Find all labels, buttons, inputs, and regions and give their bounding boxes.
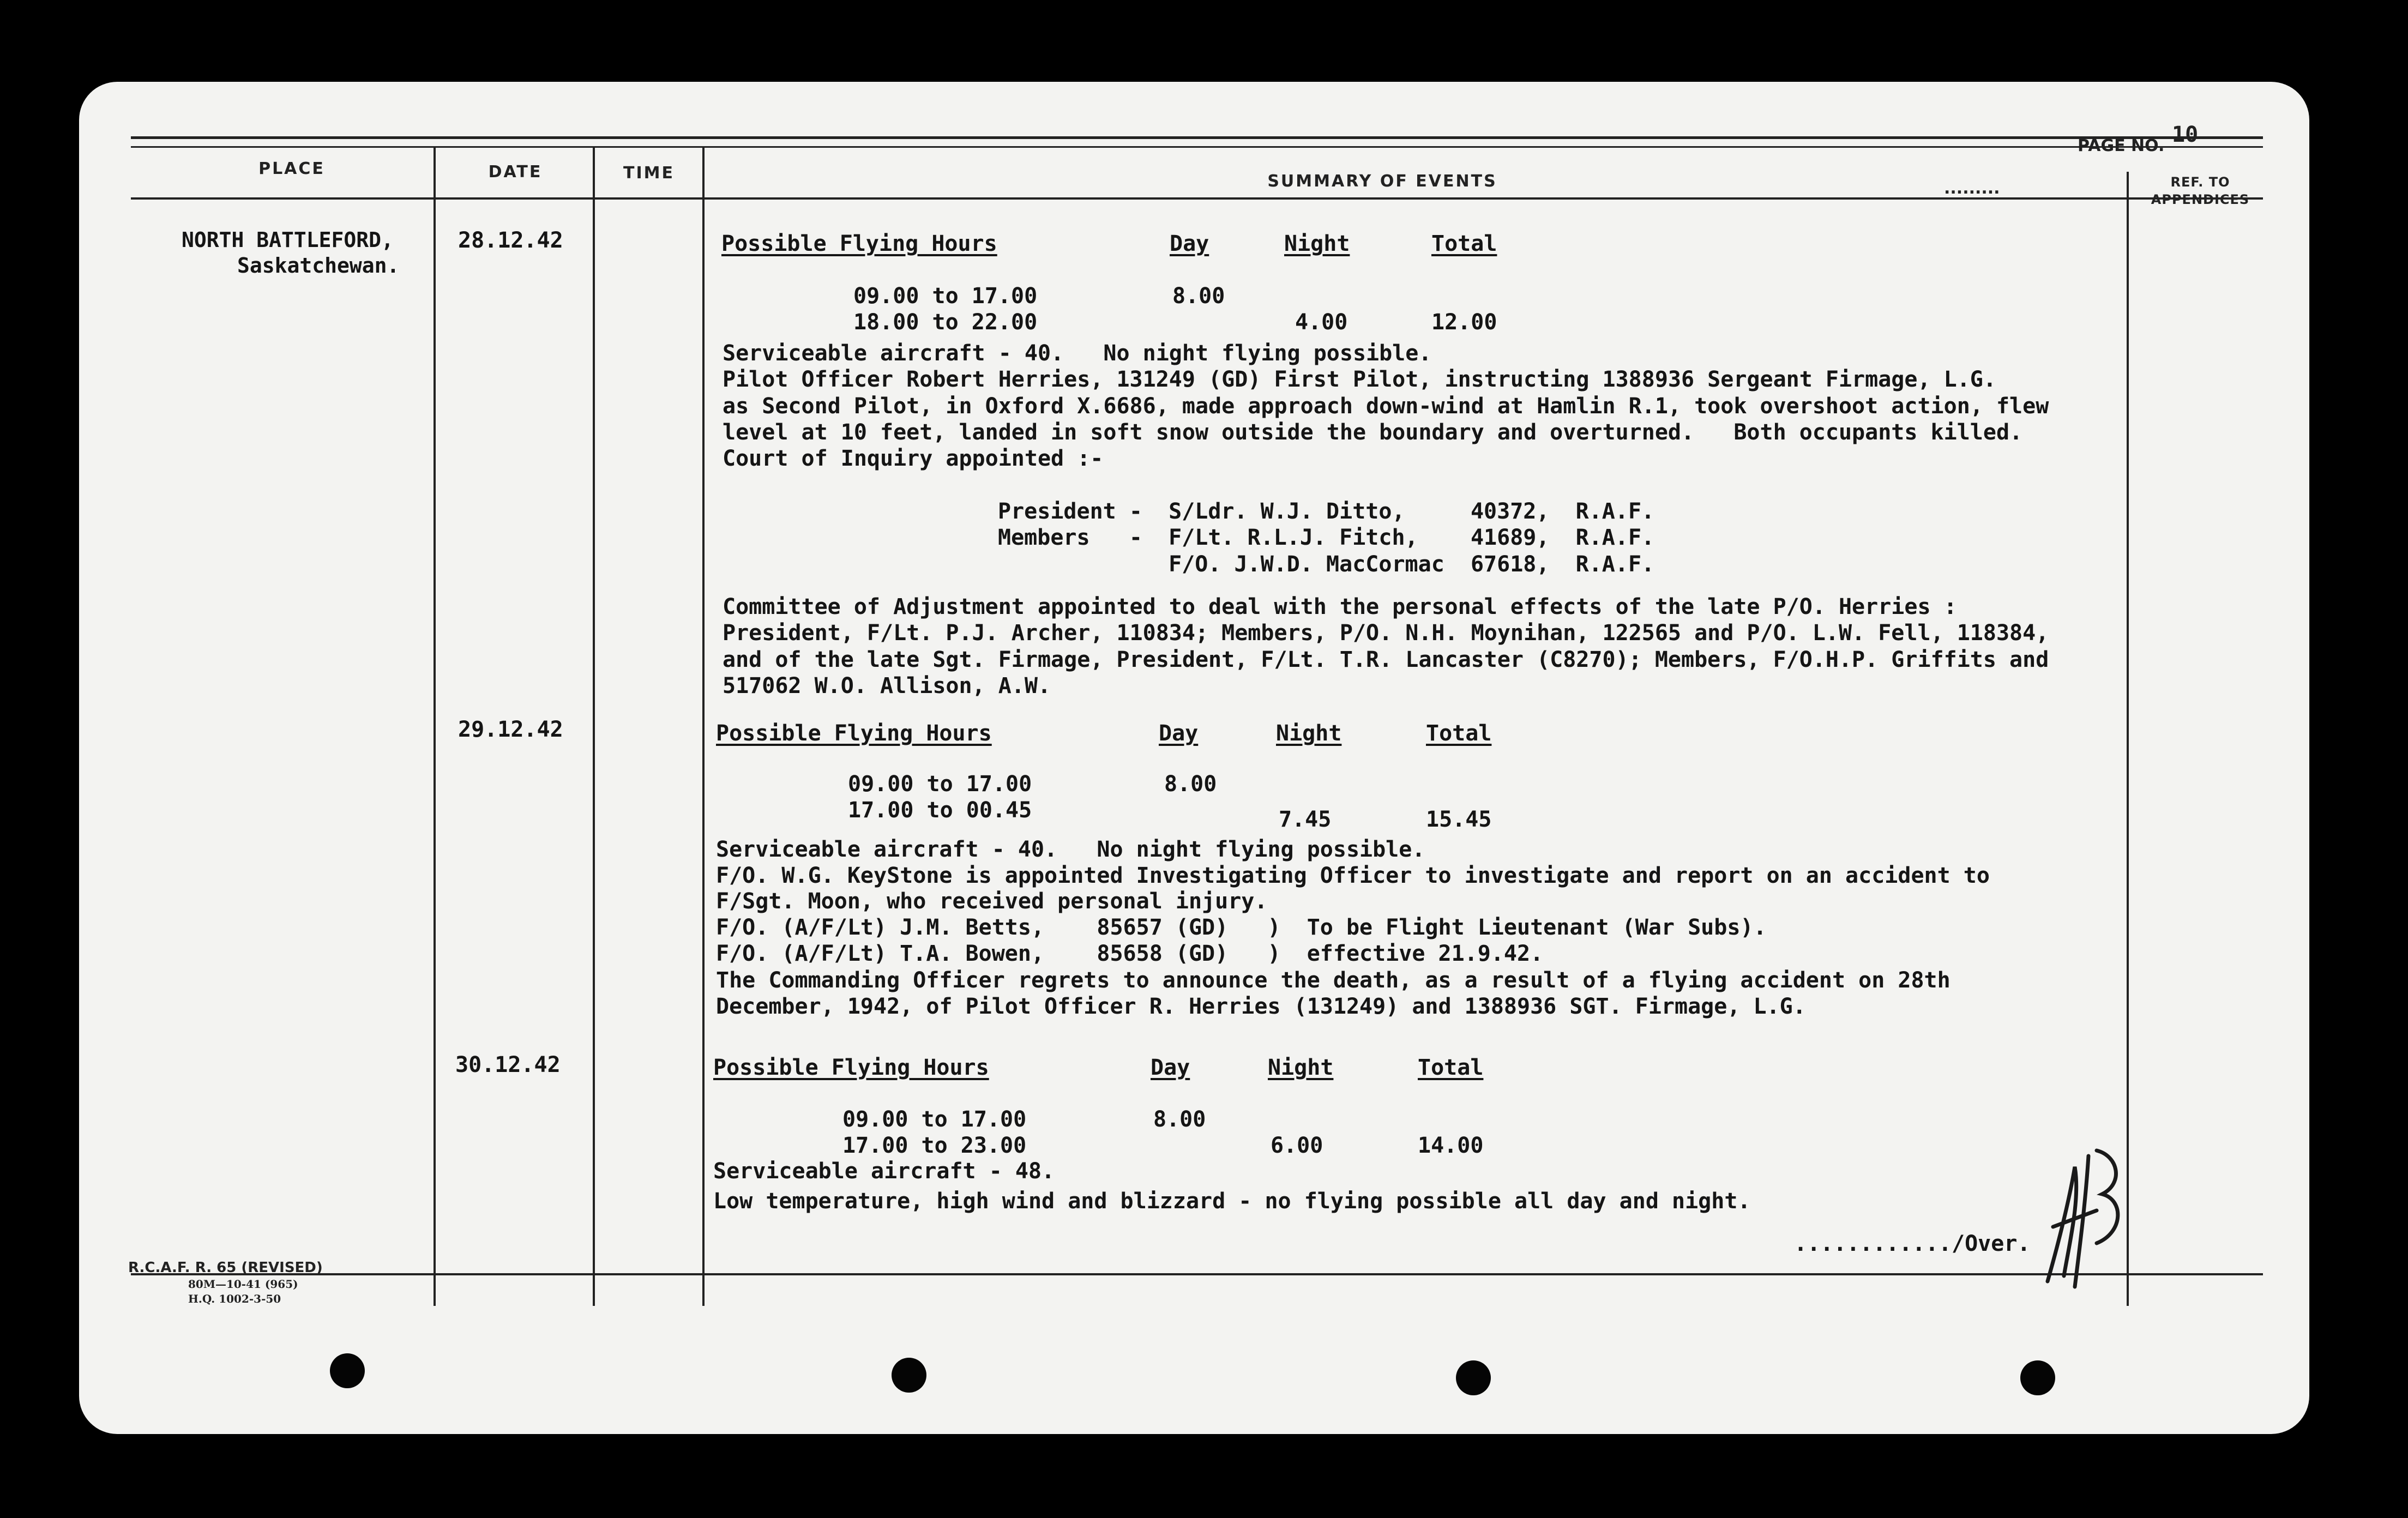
- punch-hole: [1456, 1360, 1491, 1395]
- entry-2-hours-title: Possible Flying Hours: [716, 721, 992, 746]
- summary-dots: .........: [1944, 179, 2000, 198]
- entry-1-line-3: as Second Pilot, in Oxford X.6686, made approach down-wind at Hamlin R.1, took overshoot action, flew: [723, 394, 2049, 419]
- continued-over: ............/Over.: [1794, 1231, 2031, 1256]
- entry-1-line-4: level at 10 feet, landed in soft snow outside the boundary and overturned. Both occupants killed.: [723, 420, 2023, 445]
- top-rule-2: [131, 146, 2263, 148]
- entry-2-line-2: F/O. W.G. KeyStone is appointed Investigating Officer to investigate and report on an accident to: [716, 863, 1990, 888]
- punch-hole: [892, 1358, 926, 1393]
- entry-3-line-2: Low temperature, high wind and blizzard - no flying possible all day and night.: [713, 1189, 1751, 1214]
- entry-3-row2-night: 6.00: [1271, 1133, 1323, 1158]
- entry-3-line-1: Serviceable aircraft - 48.: [713, 1159, 1055, 1184]
- place-name: NORTH BATTLEFORD,: [182, 228, 394, 252]
- entry-2-line-5: F/O. (A/F/Lt) T.A. Bowen, 85658 (GD) ) effective 21.9.42.: [716, 941, 1544, 966]
- entry-3-row1-time: 09.00 to 17.00: [842, 1107, 1027, 1132]
- entry-3-day-label: Day: [1151, 1055, 1190, 1080]
- bottom-rule: [131, 1273, 2263, 1275]
- page-no-label: PAGE NO.: [2078, 136, 2165, 155]
- entry-2-row2-total: 15.45: [1426, 807, 1492, 832]
- punch-hole: [330, 1353, 365, 1388]
- page-no-value: 10: [2172, 122, 2199, 147]
- entry-1-line-9: 517062 W.O. Allison, A.W.: [723, 673, 1051, 698]
- entry-2-line-6: The Commanding Officer regrets to announce the death, as a result of a flying accident on 28th: [716, 968, 1951, 993]
- entry-3-hours-title: Possible Flying Hours: [713, 1055, 989, 1080]
- entry-2-night-label: Night: [1276, 721, 1342, 746]
- handwritten-initials: [2037, 1134, 2135, 1298]
- entry-1-night-label: Night: [1284, 231, 1350, 256]
- diary-form-card: [79, 82, 2309, 1434]
- entry-1-line-2: Pilot Officer Robert Herries, 131249 (GD) First Pilot, instructing 1388936 Sergeant Firmage, L.G.: [723, 367, 1996, 392]
- entry-3-row1-day: 8.00: [1153, 1107, 1206, 1132]
- place-date-divider: [434, 147, 436, 1306]
- entry-1-date: 28.12.42: [458, 228, 563, 253]
- entry-1-line-1: Serviceable aircraft - 40. No night flying possible.: [723, 341, 1432, 366]
- header-bottom-rule: [131, 197, 2263, 200]
- entry-2-total-label: Total: [1426, 721, 1492, 746]
- entry-1-row2-total: 12.00: [1431, 310, 1497, 335]
- entry-1-hours-title: Possible Flying Hours: [721, 231, 997, 256]
- entry-3-total-label: Total: [1418, 1055, 1484, 1080]
- entry-2-day-label: Day: [1159, 721, 1199, 746]
- print-code: 80M—10-41 (965): [188, 1278, 298, 1291]
- entry-1-row1-day: 8.00: [1172, 284, 1225, 309]
- entry-2-row1-day: 8.00: [1164, 772, 1217, 797]
- entry-2-row2-night: 7.45: [1279, 807, 1332, 832]
- appendices-header: APPENDICES: [2151, 192, 2250, 207]
- place-province: Saskatchewan.: [237, 254, 400, 278]
- time-header: TIME: [623, 164, 675, 183]
- entry-1-row1-time: 09.00 to 17.00: [853, 284, 1038, 309]
- entry-3-row2-time: 17.00 to 23.00: [842, 1133, 1027, 1158]
- entry-2-line-1: Serviceable aircraft - 40. No night flying possible.: [716, 837, 1425, 862]
- date-header: DATE: [488, 162, 543, 182]
- entry-2-date: 29.12.42: [458, 717, 563, 742]
- entry-1-total-label: Total: [1431, 231, 1497, 256]
- entry-1-line-5: Court of Inquiry appointed :-: [723, 446, 1104, 471]
- entry-1-court-member-1: Members - F/Lt. R.L.J. Fitch, 41689, R.A.F.: [998, 525, 1655, 550]
- hq-code: H.Q. 1002-3-50: [188, 1292, 281, 1305]
- time-summary-divider: [702, 147, 705, 1306]
- summary-header: SUMMARY OF EVENTS: [1267, 172, 1497, 191]
- date-time-divider: [593, 147, 595, 1306]
- form-number: R.C.A.F. R. 65 (REVISED): [128, 1260, 323, 1276]
- entry-1-line-7: President, F/Lt. P.J. Archer, 110834; Members, P/O. N.H. Moynihan, 122565 and P/O. L.W. Fell, 118384,: [723, 621, 2049, 646]
- entry-1-row2-time: 18.00 to 22.00: [853, 310, 1038, 335]
- entry-1-day-label: Day: [1170, 231, 1209, 256]
- entry-1-row2-night: 4.00: [1295, 310, 1348, 335]
- entry-2-line-4: F/O. (A/F/Lt) J.M. Betts, 85657 (GD) ) To be Flight Lieutenant (War Subs).: [716, 915, 1767, 940]
- entry-1-line-6: Committee of Adjustment appointed to deal with the personal effects of the late P/O. Herries :: [723, 594, 1957, 619]
- place-header: PLACE: [258, 159, 325, 178]
- ref-header: REF. TO: [2170, 174, 2230, 190]
- entry-3-date: 30.12.42: [455, 1052, 561, 1077]
- top-rule: [131, 136, 2263, 139]
- entry-3-row2-total: 14.00: [1418, 1133, 1484, 1158]
- entry-1-court-president: President - S/Ldr. W.J. Ditto, 40372, R.A.F.: [998, 499, 1655, 524]
- entry-3-night-label: Night: [1268, 1055, 1334, 1080]
- entry-1-line-8: and of the late Sgt. Firmage, President, F/Lt. T.R. Lancaster (C8270); Members, F/O.H.P. Griffits and: [723, 647, 2049, 672]
- entry-2-row1-time: 09.00 to 17.00: [848, 772, 1032, 797]
- punch-hole: [2020, 1360, 2055, 1395]
- entry-1-court-member-2: F/O. J.W.D. MacCormac 67618, R.A.F.: [998, 552, 1655, 577]
- entry-2-line-3: F/Sgt. Moon, who received personal injury.: [716, 889, 1268, 914]
- entry-2-line-7: December, 1942, of Pilot Officer R. Herries (131249) and 1388936 SGT. Firmage, L.G.: [716, 994, 1806, 1019]
- entry-2-row2-time: 17.00 to 00.45: [848, 798, 1032, 823]
